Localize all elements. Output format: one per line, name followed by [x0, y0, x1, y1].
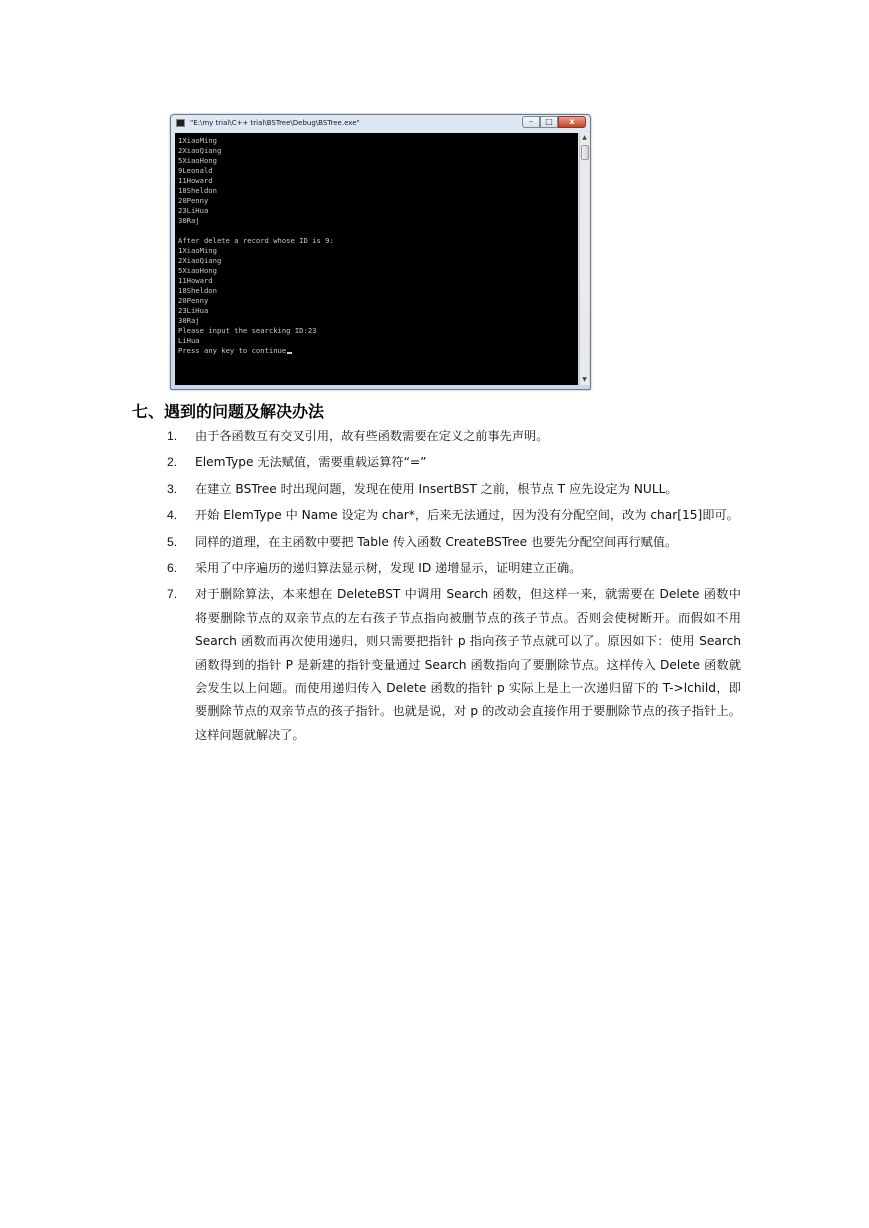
list-item [167, 425, 741, 448]
console-line: LiHua [178, 336, 200, 345]
list-item-text: 同样的道理，在主函数中要把 Table 传入函数 CreateBSTree 也要先分配空间再行赋值。 [195, 534, 678, 549]
console-line: Press any key to continue [178, 346, 287, 355]
console-window [170, 114, 591, 390]
maximize-button[interactable]: □ [540, 116, 558, 128]
close-button[interactable]: x [558, 116, 586, 128]
list-item-text: 开始 ElemType 中 Name 设定为 char*，后来无法通过，因为没有分配空间，改为 char[15]即可。 [195, 508, 739, 523]
console-line: 2XiaoQiang [178, 256, 222, 265]
list-item-number: 1. [167, 429, 178, 443]
console-line: 23LiHua [178, 206, 209, 215]
console-line: After delete a record whose ID is 9: [178, 236, 334, 245]
list-item-text: 采用了中序遍历的递归算法显示树，发现 ID 递增显示，证明建立正确。 [195, 561, 582, 576]
list-item [167, 478, 741, 501]
list-item-number: 2. [167, 455, 178, 470]
list-item-text: ElemType 无法赋值，需要重载运算符“=” [195, 455, 427, 470]
list-item-number: 6. [167, 561, 178, 576]
list-item-text: 由于各函数互有交叉引用，故有些函数需要在定义之前事先声明。 [195, 429, 549, 443]
console-line: 11Howard [178, 176, 213, 185]
list-item [167, 557, 741, 580]
console-output-area[interactable] [175, 133, 578, 385]
console-line: 11Howard [178, 276, 213, 285]
list-item-number: 5. [167, 534, 178, 549]
list-item-text: 对于删除算法，本来想在 DeleteBST 中调用 Search 函数，但这样一来，就需要在 Delete 函数中将要删除节点的双亲节点的左右孩子节点指向被删节点的孩子节点。否则会使树断开。而假如不用 Search 函数而再次使用递归，则只需要把指针 p 指向孩子节点就可以了。原因如下：使用 Search 函数得到的指针 P 是新建的指针变量通过 Search 函数指向了要删除节点。这样传入 Delete 函数就会发生以上问题。而使用递归传入 Delete 函数的指针 p 实际上是上一次递归留下的 T->lchild，即要删除节点的双亲节点的孩子指针。也就是说，对 p 的改动会直接作用于要删除节点的孩子指针上。这样问题就解决了。 [195, 587, 741, 742]
console-line: 1XiaoMing [178, 136, 217, 145]
list-item [167, 504, 741, 527]
list-item [167, 583, 741, 747]
console-line: 23LiHua [178, 306, 209, 315]
console-line: 5XiaoHong [178, 156, 217, 165]
list-item [167, 451, 741, 474]
text-cursor [287, 352, 292, 354]
console-line: 9Leonald [178, 166, 213, 175]
scroll-up-arrow-icon[interactable]: ▲ [582, 134, 587, 141]
console-line: 30Raj [178, 216, 200, 225]
list-item-number: 3. [167, 481, 178, 496]
console-title: "E:\my trial\C++ trial\BSTree\Debug\BSTree.exe" [190, 119, 360, 127]
scroll-down-arrow-icon[interactable]: ▼ [582, 376, 587, 383]
window-controls [522, 116, 586, 128]
list-item-number: 4. [167, 508, 178, 523]
section-heading: 七、遇到的问题及解决办法 [132, 402, 325, 421]
console-line: 1XiaoMing [178, 246, 217, 255]
minimize-button[interactable]: – [522, 116, 540, 128]
list-item [167, 531, 741, 554]
console-output [178, 136, 334, 356]
console-app-icon [176, 119, 185, 127]
list-item-number: 7. [167, 587, 178, 602]
console-line: 5XiaoHong [178, 266, 217, 275]
console-titlebar[interactable] [171, 115, 590, 132]
console-line: 2XiaoQiang [178, 146, 222, 155]
console-line: 18Sheldon [178, 186, 217, 195]
problem-list [167, 425, 741, 750]
console-line: 20Penny [178, 296, 209, 305]
console-scrollbar[interactable] [579, 133, 589, 385]
scroll-thumb[interactable] [581, 145, 589, 160]
list-item-text: 在建立 BSTree 时出现问题，发现在使用 InsertBST 之前，根节点 T 应先设定为 NULL。 [195, 481, 678, 496]
console-line: Please input the searcking ID:23 [178, 326, 317, 335]
console-line: 30Raj [178, 316, 200, 325]
console-line: 18Sheldon [178, 286, 217, 295]
console-line: 20Penny [178, 196, 209, 205]
